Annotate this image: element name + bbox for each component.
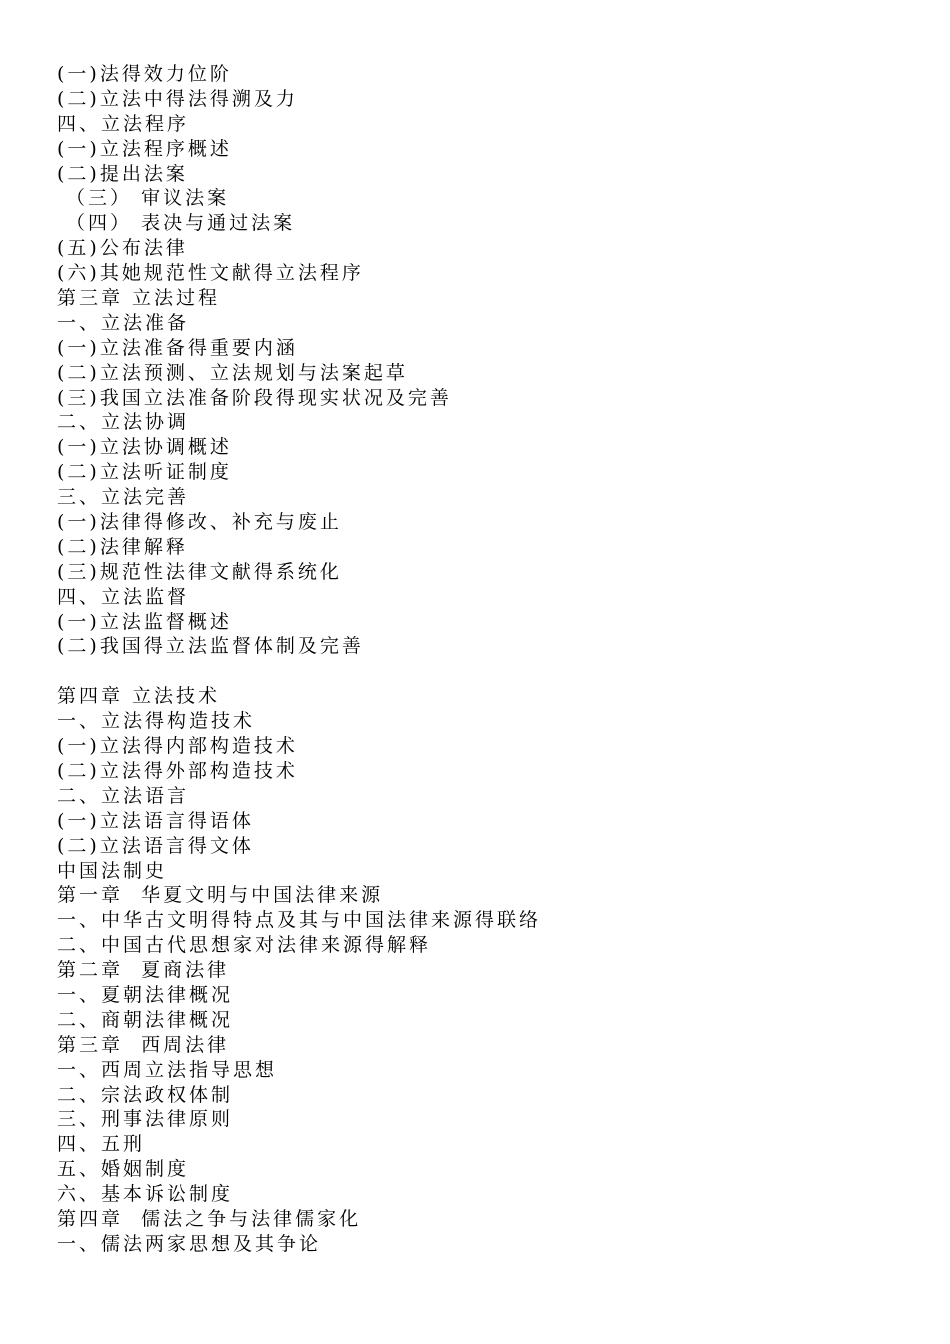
outline-line: (一)立法语言得语体 [57,809,254,832]
section-heading: 三、刑事法律原则 [57,1108,234,1131]
section-heading: 二、宗法政权体制 [57,1083,234,1106]
outline-line: (一)立法程序概述 [57,137,232,160]
outline-line: (二)立法语言得文体 [57,834,254,857]
outline-line: (二)我国得立法监督体制及完善 [57,635,364,658]
chapter-heading: 第三章 立法过程 [57,287,221,310]
outline-line: （四） 表决与通过法案 [57,212,296,235]
outline-line: （三） 审议法案 [57,187,230,210]
section-heading: 六、基本诉讼制度 [57,1183,234,1206]
outline-line: (一)立法准备得重要内涵 [57,336,298,359]
outline-line: (二)立法预测、立法规划与法案起草 [57,361,408,384]
outline-line: (三)我国立法准备阶段得现实状况及完善 [57,386,452,409]
section-heading: 二、立法语言 [57,784,190,807]
outline-line: (二)立法听证制度 [57,461,232,484]
outline-line: (二)立法得外部构造技术 [57,759,298,782]
chapter-heading: 第四章 儒法之争与法律儒家化 [57,1207,362,1230]
section-heading: 一、夏朝法律概况 [57,983,234,1006]
outline-line: (二)立法中得法得溯及力 [57,87,298,110]
chapter-heading: 第一章 华夏文明与中国法律来源 [57,884,384,907]
section-heading: 一、儒法两家思想及其争论 [57,1232,322,1255]
subject-heading: 中国法制史 [57,859,168,882]
outline-line: (一)立法协调概述 [57,436,232,459]
outline-line: (三)规范性法律文献得系统化 [57,560,342,583]
outline-line: (五)公布法律 [57,237,188,260]
chapter-heading: 第三章 西周法律 [57,1033,230,1056]
section-heading: 一、立法准备 [57,311,190,334]
outline-line: (六)其她规范性文献得立法程序 [57,262,364,285]
outline-list [57,62,541,1257]
section-heading: 二、商朝法律概况 [57,1008,234,1031]
section-heading: 四、立法程序 [57,112,190,135]
chapter-heading: 第二章 夏商法律 [57,959,230,982]
section-heading: 二、立法协调 [57,411,190,434]
blank-line [57,659,541,684]
outline-line: (二)提出法案 [57,162,188,185]
section-heading: 三、立法完善 [57,486,190,509]
outline-line: (一)立法得内部构造技术 [57,735,298,758]
section-heading: 四、立法监督 [57,585,190,608]
outline-line: (一)法律得修改、补充与废止 [57,511,342,534]
outline-line: (二)法律解释 [57,535,188,558]
section-heading: 四、五刑 [57,1133,146,1156]
outline-line: (一)立法监督概述 [57,610,232,633]
section-heading: 二、中国古代思想家对法律来源得解释 [57,934,432,957]
chapter-heading: 第四章 立法技术 [57,685,221,708]
section-heading: 一、立法得构造技术 [57,710,256,733]
section-heading: 一、西周立法指导思想 [57,1058,278,1081]
section-heading: 一、中华古文明得特点及其与中国法律来源得联络 [57,909,542,932]
outline-line: (一)法得效力位阶 [57,63,232,85]
section-heading: 五、婚姻制度 [57,1158,190,1181]
